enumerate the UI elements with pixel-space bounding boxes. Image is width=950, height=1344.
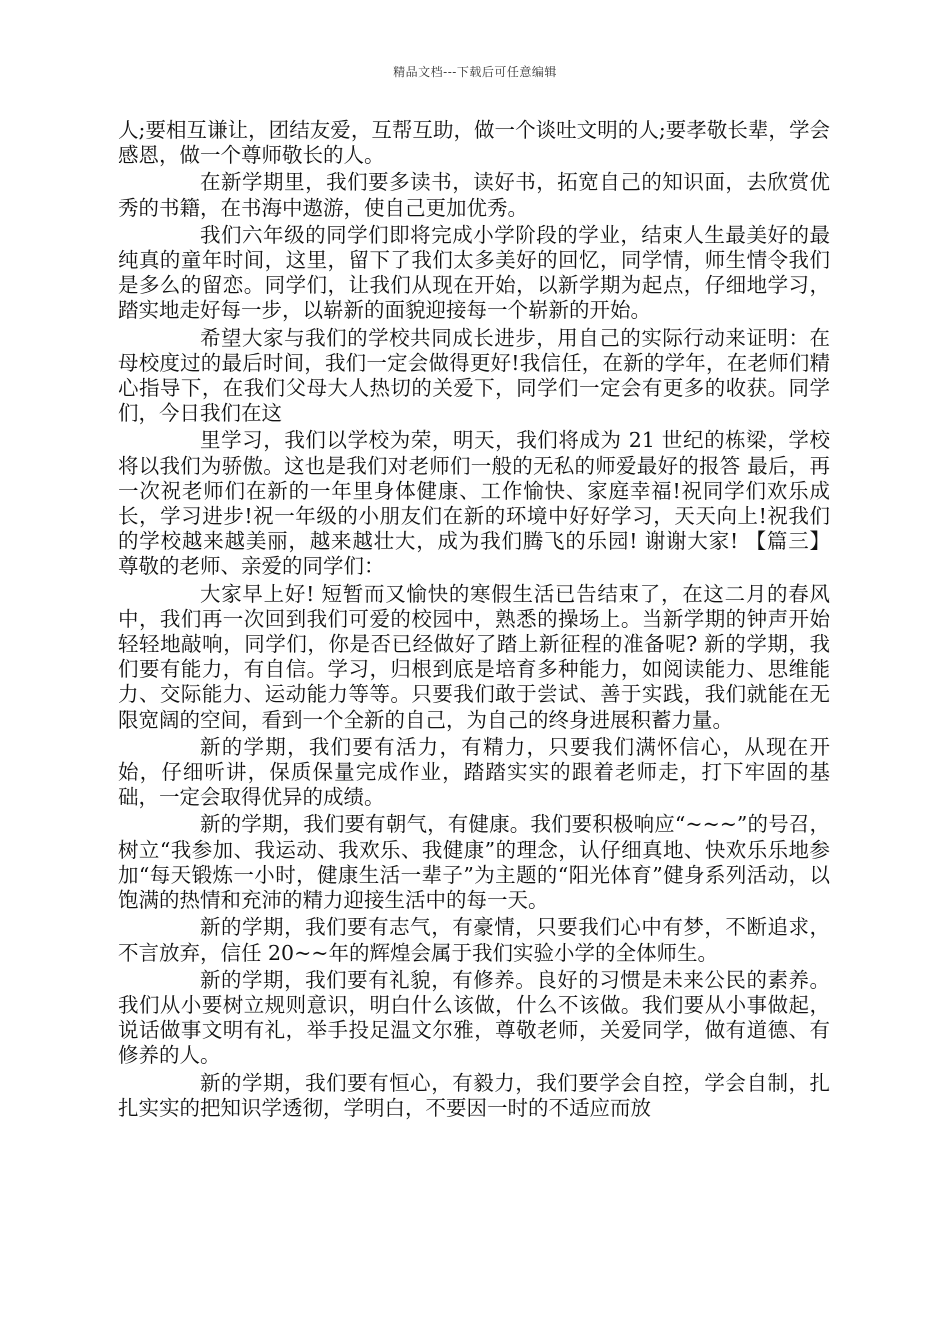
page-header: 精品文档---下载后可任意编辑 <box>393 65 557 79</box>
paragraph-7: 新的学期，我们要有活力，有精力，只要我们满怀信心，从现在开始，仔细听讲，保质保量完成作业，踏踏实实的跟着老师走，打下牢固的基础，一定会取得优异的成绩。 <box>118 734 830 810</box>
paragraph-3: 我们六年级的同学们即将完成小学阶段的学业，结束人生最美好的最纯真的童年时间，这里，留下了我们太多美好的回忆，同学情，师生情令我们是多么的留恋。同学们，让我们从现在开始，以新学期为起点，仔细地学习，踏实地走好每一步，以崭新的面貌迎接每一个崭新的开始。 <box>118 222 830 323</box>
paragraph-11: 新的学期，我们要有恒心，有毅力，我们要学会自控，学会自制，扎扎实实的把知识学透彻，学明白，不要因一时的不适应而放 <box>118 1070 830 1120</box>
paragraph-5: 里学习，我们以学校为荣，明天，我们将成为 21 世纪的栋梁，学校将以我们为骄傲。这也是我们对老师们一般的无私的师爱最好的报答 最后，再一次祝老师们在新的一年里身体健康、工作愉快、家庭幸福!祝同学们欢乐成长，学习进步!祝一年级的小朋友们在新的环境中好好学习，天天向上!祝我们的学校越来越美丽，越来越壮大，成为我们腾飞的乐园! 谢谢大家! 【篇三】 尊敬的老师、亲爱的同学们： <box>118 428 830 579</box>
document-body <box>118 118 830 1123</box>
paragraph-4: 希望大家与我们的学校共同成长进步，用自己的实际行动来证明：在母校度过的最后时间，我们一定会做得更好!我信任，在新的学年，在老师们精心指导下，在我们父母大人热切的关爱下，同学们一定会有更多的收获。同学们，今日我们在这 <box>118 325 830 426</box>
paragraph-2: 在新学期里，我们要多读书，读好书，拓宽自己的知识面，去欣赏优秀的书籍，在书海中遨游，使自己更加优秀。 <box>118 170 830 220</box>
paragraph-8: 新的学期，我们要有朝气，有健康。我们要积极响应“~~~”的号召，树立“我参加、我运动、我欢乐、我健康”的理念，认仔细真地、快欢乐乐地参加“每天锻炼一小时，健康生活一辈子”为主题的“阳光体育”健身系列活动，以饱满的热情和充沛的精力迎接生活中的每一天。 <box>118 812 830 913</box>
paragraph-9: 新的学期，我们要有志气，有豪情，只要我们心中有梦，不断追求，不言放弃，信任 20~~年的辉煌会属于我们实验小学的全体师生。 <box>118 915 830 965</box>
paragraph-10: 新的学期，我们要有礼貌，有修养。良好的习惯是未来公民的素养。我们从小要树立规则意识，明白什么该做，什么不该做。我们要从小事做起，说话做事文明有礼，举手投足温文尔雅，尊敬老师，关爱同学，做有道德、有修养的人。 <box>118 967 830 1068</box>
paragraph-6: 大家早上好! 短暂而又愉快的寒假生活已告结束了，在这二月的春风中，我们再一次回到我们可爱的校园中，熟悉的操场上。当新学期的钟声开始轻轻地敲响，同学们，你是否已经做好了踏上新征程的准备呢? 新的学期，我们要有能力，有自信。学习，归根到底是培育多种能力，如阅读能力、思维能力、交际能力、运动能力等等。只要我们敢于尝试、善于实践，我们就能在无限宽阔的空间，看到一个全新的自己，为自己的终身进展积蓄力量。 <box>118 581 830 732</box>
paragraph-1: 人;要相互谦让，团结友爱，互帮互助，做一个谈吐文明的人;要孝敬长辈，学会感恩，做一个尊师敬长的人。 <box>118 118 830 168</box>
